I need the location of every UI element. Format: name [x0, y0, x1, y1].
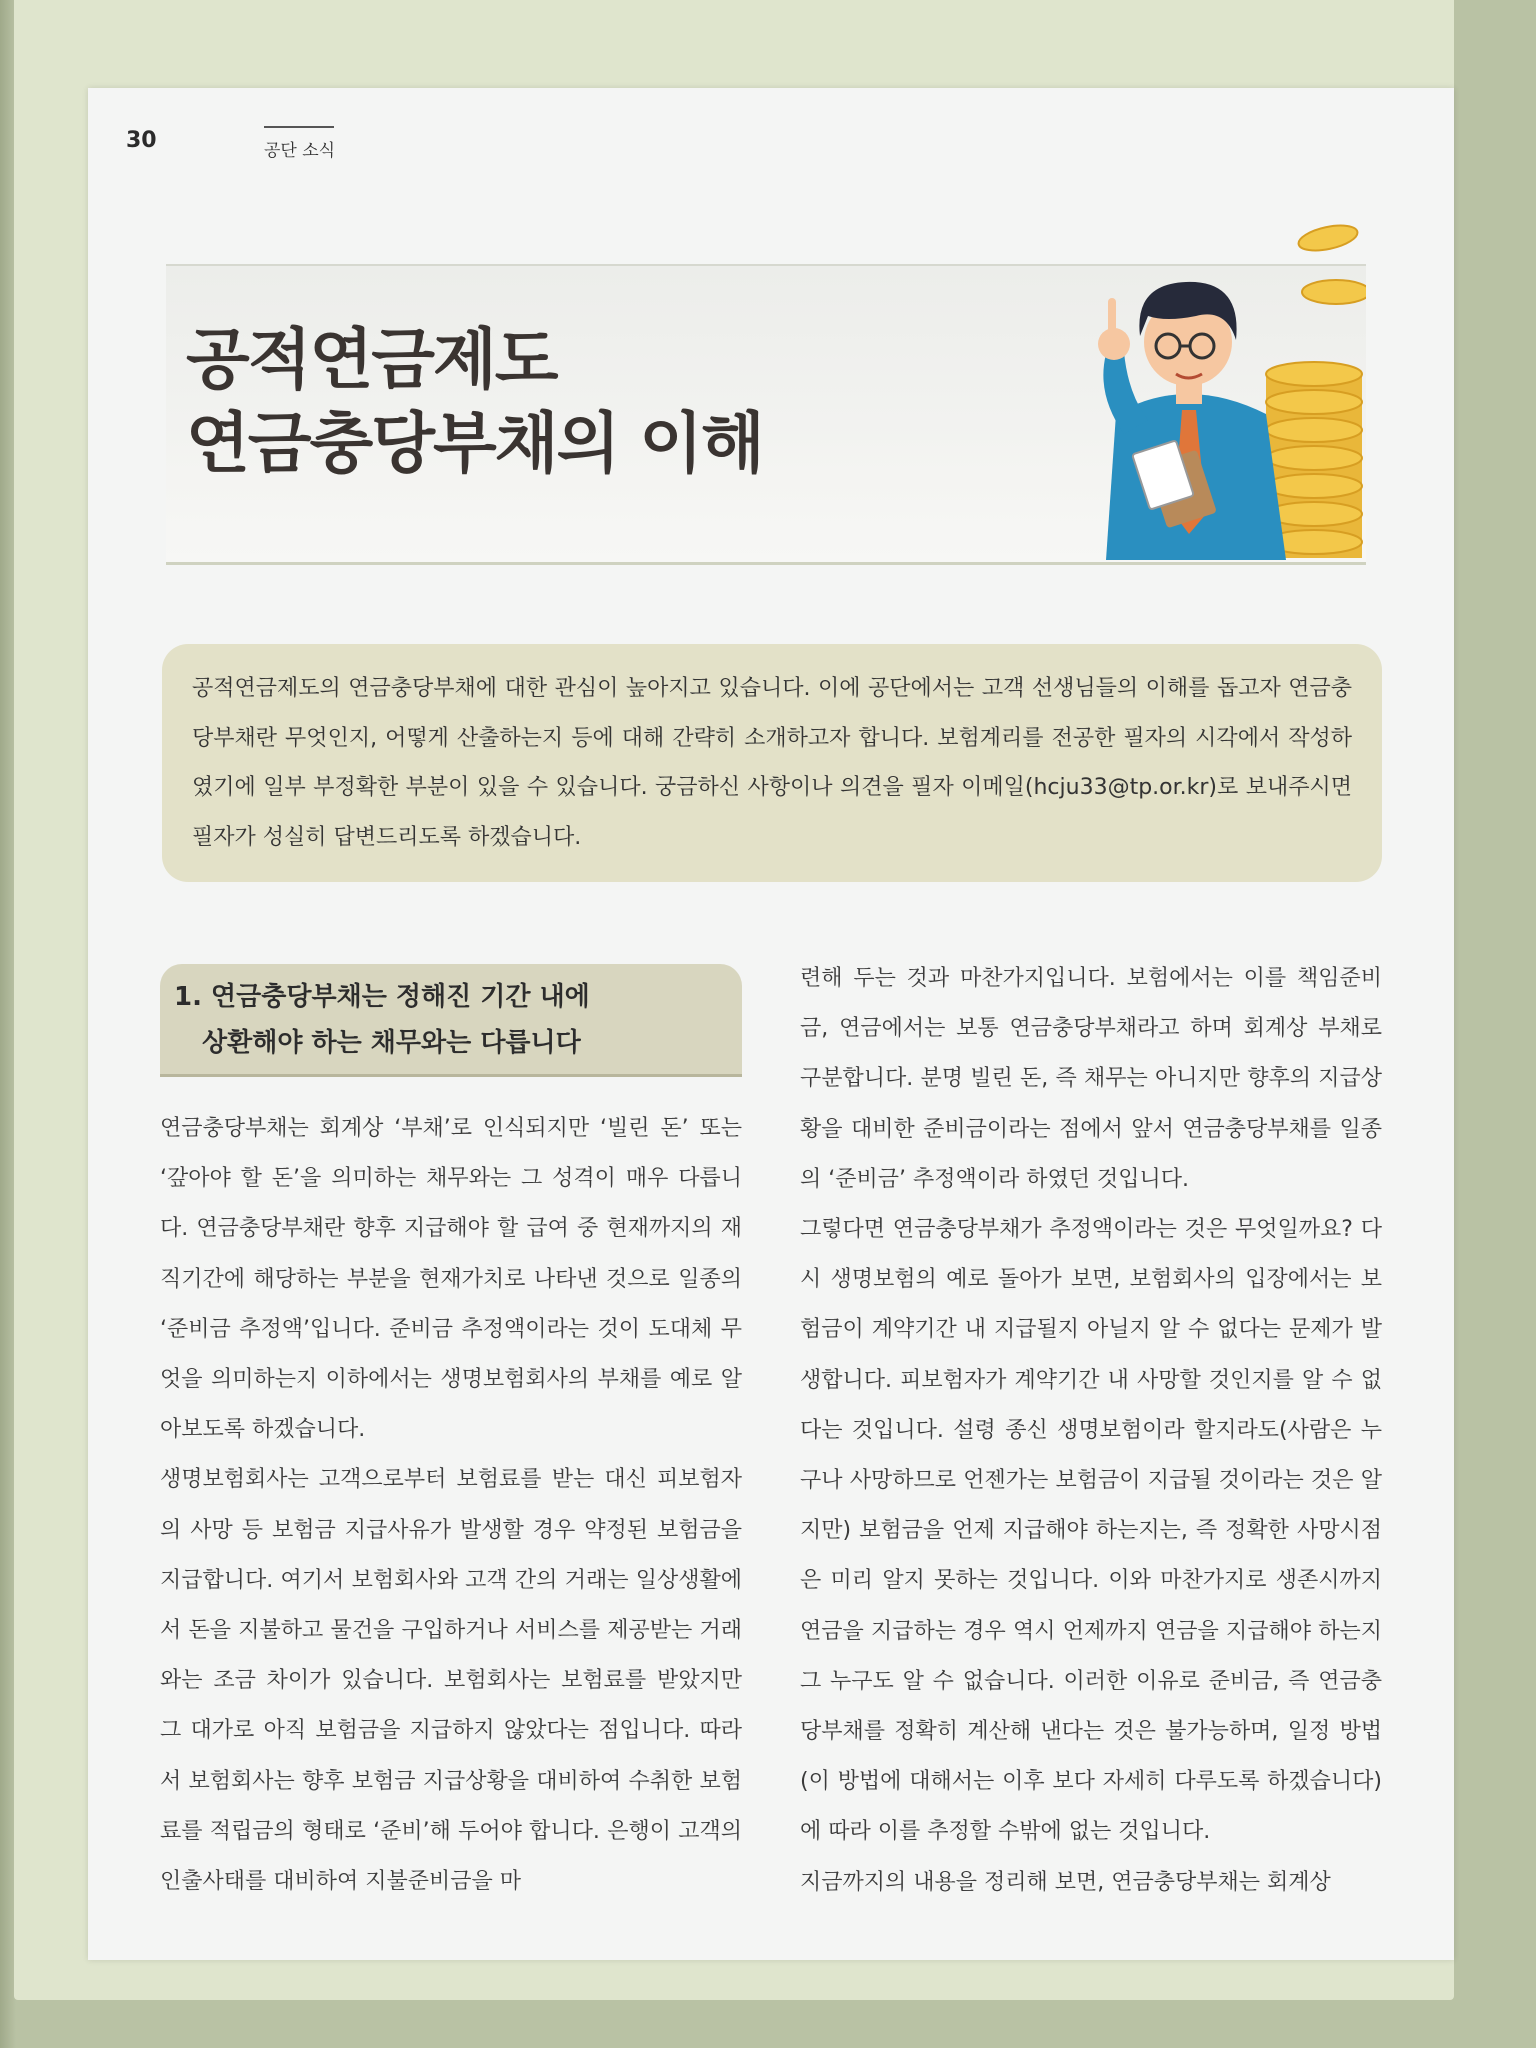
title-line-1: 공적연금제도 [186, 321, 557, 398]
page-title [186, 318, 763, 486]
body-column-right [800, 954, 1382, 1908]
body-column-left [160, 1104, 742, 1907]
section-heading [174, 974, 734, 1066]
page-number: 30 [126, 128, 157, 153]
section-heading-line-2: 상환해야 하는 채무와는 다릅니다 [202, 1028, 581, 1058]
intro-text: 공적연금제도의 연금충당부채에 대한 관심이 높아지고 있습니다. 이에 공단에서는 고객 선생님들의 이해를 돕고자 연금충당부채란 무엇인지, 어떻게 산출하는지 등에 대해 간략히 소개하고자 합니다. 보험계리를 전공한 필자의 시각에서 작성하였기에 일부 부정확한 부분이 있을 수 있습니다. 궁금하신 사항이나 의견을 필자 이메일(hcju33@tp.or.kr)로 보내주시면 필자가 성실히 답변드리도록 하겠습니다. [192, 676, 1352, 850]
body-paragraph: 생명보험회사는 고객으로부터 보험료를 받는 대신 피보험자의 사망 등 보험금 지급사유가 발생할 경우 약정된 보험금을 지급합니다. 여기서 보험회사와 고객 간의 거래는 일상생활에서 돈을 지불하고 물건을 구입하거나 서비스를 제공받는 거래와는 조금 차이가 있습니다. 보험회사는 보험료를 받았지만 그 대가로 아직 보험금을 지급하지 않았다는 점입니다. 따라서 보험회사는 향후 보험금 지급상황을 대비하여 수취한 보험료를 적립금의 형태로 ‘준비’해 두어야 합니다. 은행이 고객의 인출사태를 대비하여 지불준비금을 마 [160, 1467, 742, 1895]
title-line-2: 연금충당부채의 이해 [186, 405, 763, 482]
body-paragraph: 련해 두는 것과 마찬가지입니다. 보험에서는 이를 책임준비금, 연금에서는 보통 연금충당부채라고 하며 회계상 부채로 구분합니다. 분명 빌린 돈, 즉 채무는 아니지만 향후의 지급상황을 대비한 준비금이라는 점에서 앞서 연금충당부채를 일종의 ‘준비금’ 추정액이라 하였던 것입니다. [800, 966, 1382, 1192]
businessman-coins-illustration [1036, 224, 1366, 560]
body-paragraph: 그렇다면 연금충당부채가 추정액이라는 것은 무엇일까요? 다시 생명보험의 예로 돌아가 보면, 보험회사의 입장에서는 보험금이 계약기간 내 지급될지 아닐지 알 수 없다는 문제가 발생합니다. 피보험자가 계약기간 내 사망할 것인지를 알 수 없다는 것입니다. 설령 종신 생명보험이라 할지라도(사람은 누구나 사망하므로 언젠가는 보험금이 지급될 것이라는 것은 알지만) 보험금을 언제 지급해야 하는지는, 즉 정확한 사망시점은 미리 알지 못하는 것입니다. 이와 마찬가지로 생존시까지 연금을 지급하는 경우 역시 언제까지 연금을 지급해야 하는지 그 누구도 알 수 없습니다. 이러한 이유로 준비금, 즉 연금충당부채를 정확히 계산해 낸다는 것은 불가능하며, 일정 방법(이 방법에 대해서는 이후 보다 자세히 다루도록 하겠습니다)에 따라 이를 추정할 수밖에 없는 것입니다. [800, 1217, 1382, 1845]
coin-stack-icon [1266, 224, 1366, 558]
body-paragraph: 지금까지의 내용을 정리해 보면, 연금충당부채는 회계상 [800, 1869, 1331, 1895]
body-paragraph: 연금충당부채는 회계상 ‘부채’로 인식되지만 ‘빌린 돈’ 또는 ‘갚아야 할 돈’을 의미하는 채무와는 그 성격이 매우 다릅니다. 연금충당부채란 향후 지급해야 할 급여 중 현재까지의 재직기간에 해당하는 부분을 현재가치로 나타낸 것으로 일종의 ‘준비금 추정액’입니다. 준비금 추정액이라는 것이 도대체 무엇을 의미하는지 이하에서는 생명보험회사의 부채를 예로 알아보도록 하겠습니다. [160, 1116, 742, 1443]
section-heading-line-1: 1. 연금충당부채는 정해진 기간 내에 [174, 982, 590, 1012]
section-rule [264, 126, 334, 128]
section-label: 공단 소식 [264, 141, 336, 161]
magazine-page [88, 88, 1454, 1960]
